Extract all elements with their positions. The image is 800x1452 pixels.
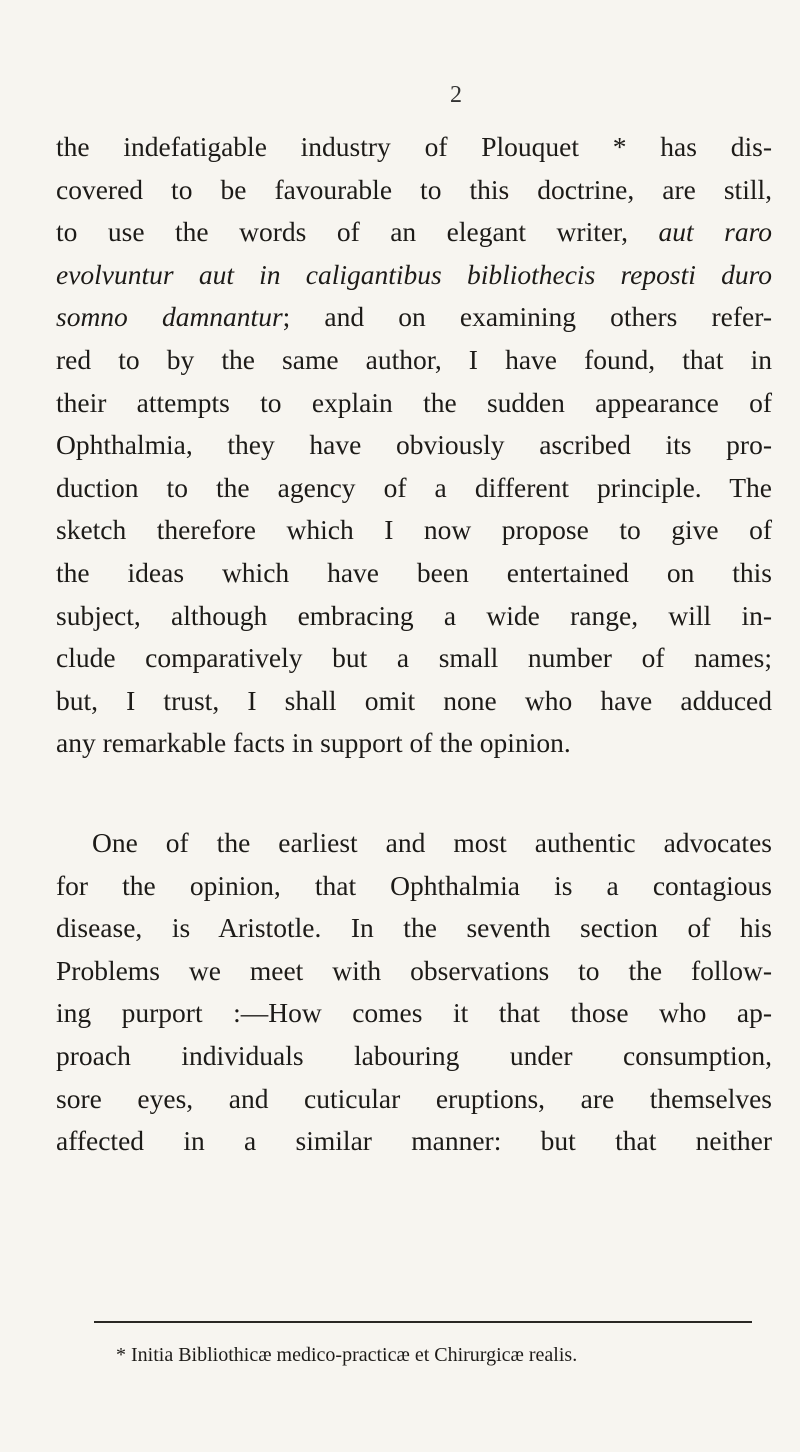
text-segment: ; and on examining others refer- (282, 301, 772, 333)
text-line: ing purport :—How comes it that those who ap- (56, 997, 772, 1029)
footnote-divider (94, 1321, 752, 1323)
text-line: any remarkable facts in support of the opinion. (56, 727, 571, 759)
text-line: but, I trust, I shall omit none who have adduced (56, 684, 772, 716)
text-line: sore eyes, and cuticular eruptions, are themselves (56, 1082, 772, 1114)
text-line: duction to the agency of a different principle. The (56, 471, 772, 503)
text-line: sketch therefore which I now propose to give of (56, 514, 772, 546)
text-line: the indefatigable industry of Plouquet * has dis- (56, 131, 772, 162)
text-line: affected in a similar manner: but that neither (56, 1125, 772, 1157)
italic-quotation-end: somno damnantur (56, 301, 283, 333)
footnote: * Initia Bibliothicæ medico-practicæ et Chirurgicæ realis. (116, 1344, 578, 1366)
paragraph-1 (56, 126, 772, 765)
text-line: for the opinion, that Ophthalmia is a contagious (56, 869, 772, 901)
text-line: One of the earliest and most authentic advocates (92, 827, 772, 858)
text-line: disease, is Aristotle. In the seventh section of his (56, 912, 772, 944)
italic-phrase: aut raro (658, 216, 772, 248)
text-line: Ophthalmia, they have obviously ascribed its pro- (56, 429, 772, 461)
page-number: 2 (450, 82, 462, 108)
text-segment: to use the words of an elegant writer, (56, 216, 659, 248)
text-line (56, 254, 772, 297)
text-line: covered to be favourable to this doctrine, are still, (56, 173, 772, 205)
text-line (56, 211, 772, 254)
text-line: red to by the same author, I have found, that in (56, 343, 772, 375)
text-line: subject, although embracing a wide range, will in- (56, 599, 772, 631)
text-line: clude comparatively but a small number of names; (56, 642, 772, 674)
text-line: their attempts to explain the sudden appearance of (56, 386, 772, 418)
text-line (56, 296, 772, 339)
text-line: proach individuals labouring under consumption, (56, 1039, 772, 1071)
text-line: the ideas which have been entertained on this (56, 556, 772, 588)
text-line: Problems we meet with observations to the follow- (56, 954, 772, 986)
italic-quotation: evolvuntur aut in caligantibus bibliothecis reposti duro (56, 258, 772, 290)
paragraph-2 (56, 822, 772, 1163)
